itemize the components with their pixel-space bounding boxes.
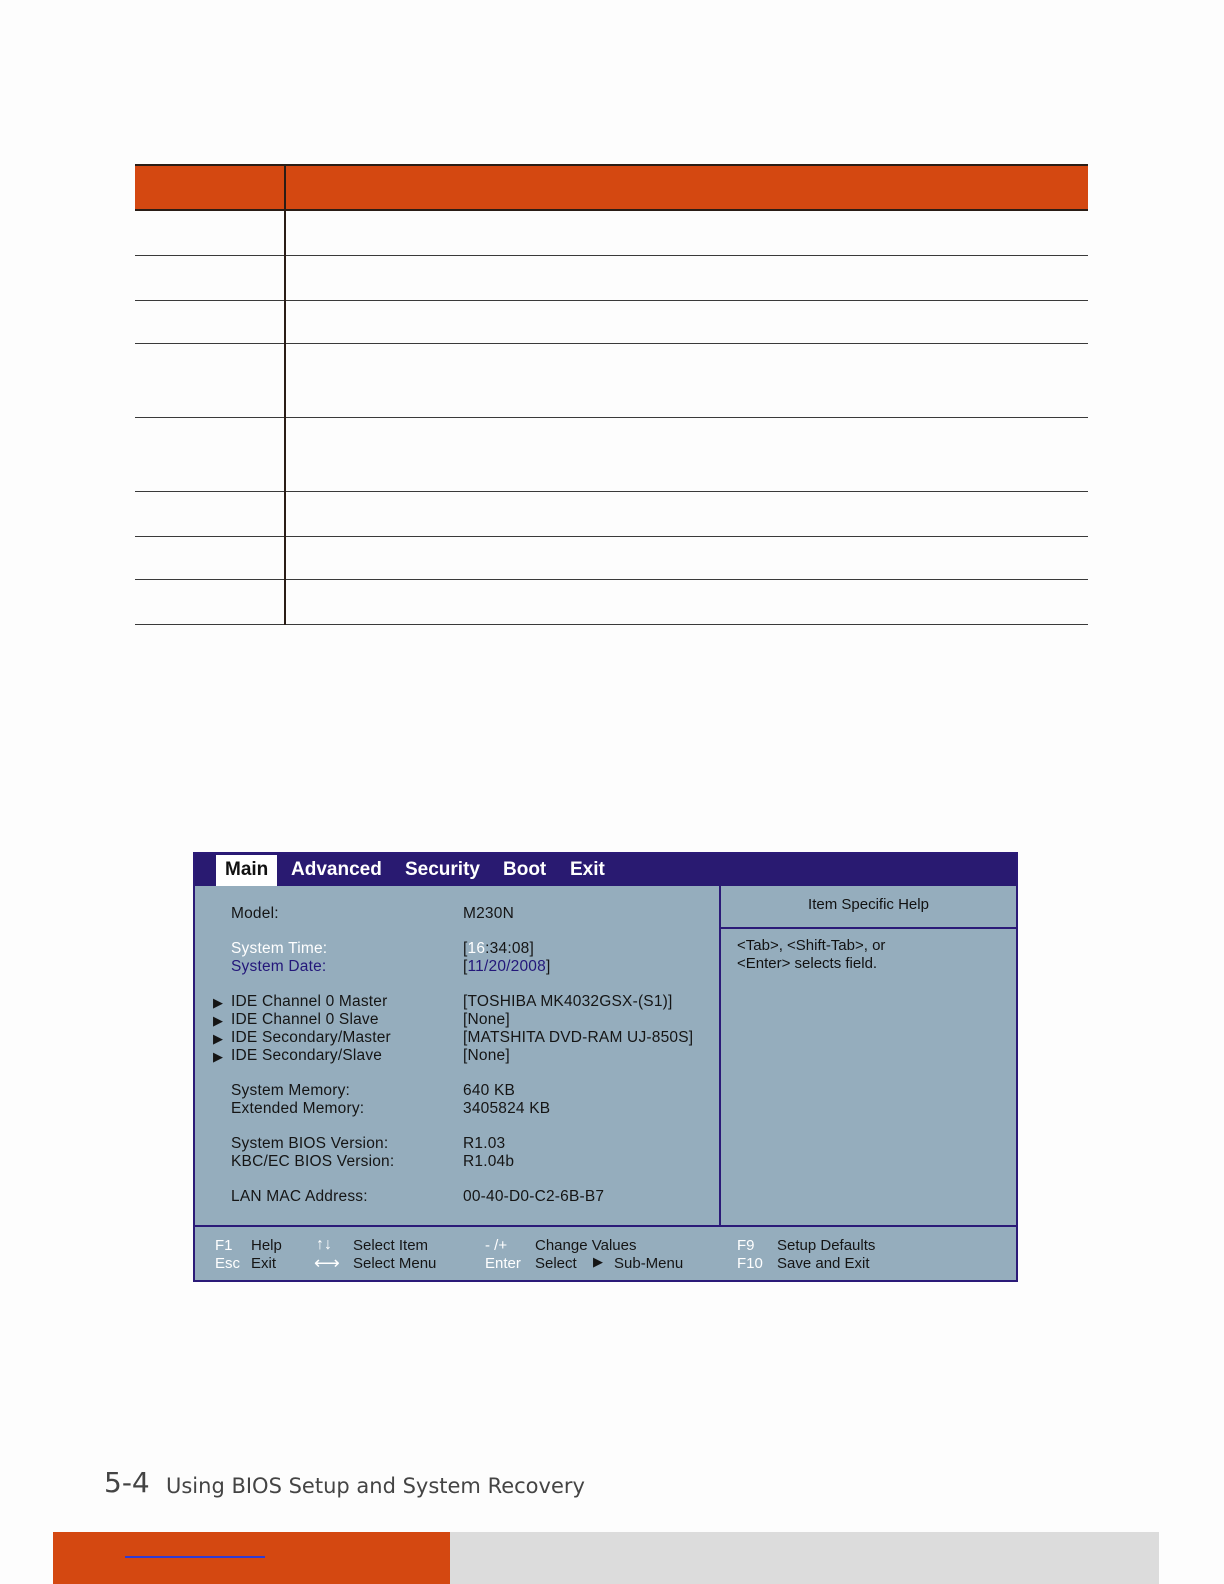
bios-setup-screen [193, 852, 1018, 1282]
ide-secondary-master-label[interactable]: IDE Secondary/Master [231, 1029, 391, 1046]
up-down-arrows-icon: ↑↓ [316, 1236, 332, 1253]
table-cell-function [285, 537, 1088, 580]
table-row [135, 301, 1088, 344]
table-cell-function [285, 418, 1088, 492]
left-right-arrows-icon: ⟷ [314, 1253, 340, 1273]
table-row [135, 492, 1088, 537]
sub-menu-action: Sub-Menu [614, 1255, 684, 1272]
minus-plus-key: - /+ [485, 1237, 508, 1254]
help-action: Help [251, 1237, 282, 1254]
time-rest[interactable]: :34:08] [485, 940, 534, 957]
kbc-ec-bios-version-label: KBC/EC BIOS Version: [231, 1153, 395, 1170]
esc-key: Esc [215, 1255, 241, 1272]
f9-key: F9 [737, 1237, 755, 1254]
system-date-label[interactable]: System Date: [231, 958, 327, 975]
select-menu-action: Select Menu [353, 1255, 437, 1272]
table-cell-key [135, 418, 285, 492]
date-field[interactable]: 11/20/2008 [467, 958, 546, 975]
table-cell-function [285, 492, 1088, 537]
exit-action: Exit [251, 1255, 277, 1272]
main-settings-pane [195, 886, 721, 1225]
item-specific-help-pane [721, 886, 1016, 1225]
ide-channel0-master-label[interactable]: IDE Channel 0 Master [231, 993, 388, 1010]
menu-exit[interactable]: Exit [570, 859, 605, 880]
system-memory-value: 640 KB [463, 1082, 516, 1099]
submenu-arrow-icon: ▶ [593, 1254, 603, 1269]
table-row [135, 418, 1088, 492]
table-cell-function [285, 580, 1088, 625]
bios-key-legend [195, 1225, 1016, 1282]
key-table [135, 164, 1088, 625]
table-cell-function [285, 210, 1088, 256]
kbc-ec-bios-version-value: R1.04b [463, 1153, 515, 1170]
save-and-exit-action: Save and Exit [777, 1255, 870, 1272]
ide-channel0-slave-value: [None] [463, 1011, 510, 1028]
table-row [135, 210, 1088, 256]
f1-key: F1 [215, 1237, 233, 1254]
menu-advanced[interactable]: Advanced [291, 859, 382, 880]
system-bios-version-label: System BIOS Version: [231, 1135, 389, 1152]
chapter-title: Using BIOS Setup and System Recovery [166, 1474, 585, 1498]
select-item-action: Select Item [353, 1237, 429, 1254]
table-row [135, 344, 1088, 418]
table-cell-key [135, 537, 285, 580]
table-cell-key [135, 256, 285, 301]
model-label: Model: [231, 905, 279, 922]
help-title: Item Specific Help [721, 886, 1016, 929]
time-bracket: [ [463, 940, 468, 957]
table-cell-function [285, 301, 1088, 344]
ide-channel0-master-value: [TOSHIBA MK4032GSX-(S1)] [463, 993, 673, 1010]
footer-link-underline [125, 1556, 265, 1558]
system-memory-label: System Memory: [231, 1082, 351, 1099]
system-time-label[interactable]: System Time: [231, 940, 328, 957]
table-row [135, 256, 1088, 301]
table-row [135, 580, 1088, 625]
submenu-arrow-icon: ▶ [213, 995, 224, 1010]
time-hour-field[interactable]: 16 [467, 940, 486, 957]
date-bracket-open: [ [463, 958, 468, 975]
help-text-line2: <Enter> selects field. [737, 955, 878, 972]
bios-menu-bar [195, 854, 1016, 886]
footer-accent-bar [53, 1532, 450, 1584]
model-value: M230N [463, 905, 514, 922]
enter-key: Enter [485, 1255, 521, 1272]
footer-gray-bar [450, 1532, 1159, 1584]
table-cell-key [135, 492, 285, 537]
submenu-arrow-icon: ▶ [213, 1031, 224, 1046]
ide-channel0-slave-label[interactable]: IDE Channel 0 Slave [231, 1011, 379, 1028]
date-bracket-close: ] [545, 958, 551, 975]
table-cell-function [285, 344, 1088, 418]
select-action: Select [535, 1255, 577, 1272]
f10-key: F10 [737, 1255, 763, 1272]
table-cell-key [135, 210, 285, 256]
table-cell-function [285, 256, 1088, 301]
page-number: 5-4 [104, 1466, 150, 1499]
help-text-line1: <Tab>, <Shift-Tab>, or [737, 937, 886, 954]
ide-secondary-slave-label[interactable]: IDE Secondary/Slave [231, 1047, 383, 1064]
system-time-value[interactable] [463, 940, 534, 958]
table-header-row [135, 165, 1088, 210]
lan-mac-address-label: LAN MAC Address: [231, 1188, 368, 1205]
lan-mac-address-value: 00-40-D0-C2-6B-B7 [463, 1188, 605, 1205]
extended-memory-value: 3405824 KB [463, 1100, 551, 1117]
extended-memory-label: Extended Memory: [231, 1100, 365, 1117]
table-header-key [135, 165, 285, 210]
table-header-function [285, 165, 1088, 210]
ide-secondary-master-value: [MATSHITA DVD-RAM UJ-850S] [463, 1029, 694, 1046]
submenu-arrow-icon: ▶ [213, 1013, 224, 1028]
table-cell-key [135, 344, 285, 418]
setup-defaults-action: Setup Defaults [777, 1237, 876, 1254]
system-date-value[interactable] [463, 958, 550, 976]
menu-main[interactable]: Main [216, 855, 277, 886]
system-bios-version-value: R1.03 [463, 1135, 506, 1152]
table-cell-key [135, 580, 285, 625]
submenu-arrow-icon: ▶ [213, 1049, 224, 1064]
menu-security[interactable]: Security [405, 859, 480, 880]
table-row [135, 537, 1088, 580]
table-cell-key [135, 301, 285, 344]
ide-secondary-slave-value: [None] [463, 1047, 510, 1064]
change-values-action: Change Values [535, 1237, 637, 1254]
menu-boot[interactable]: Boot [503, 859, 547, 880]
